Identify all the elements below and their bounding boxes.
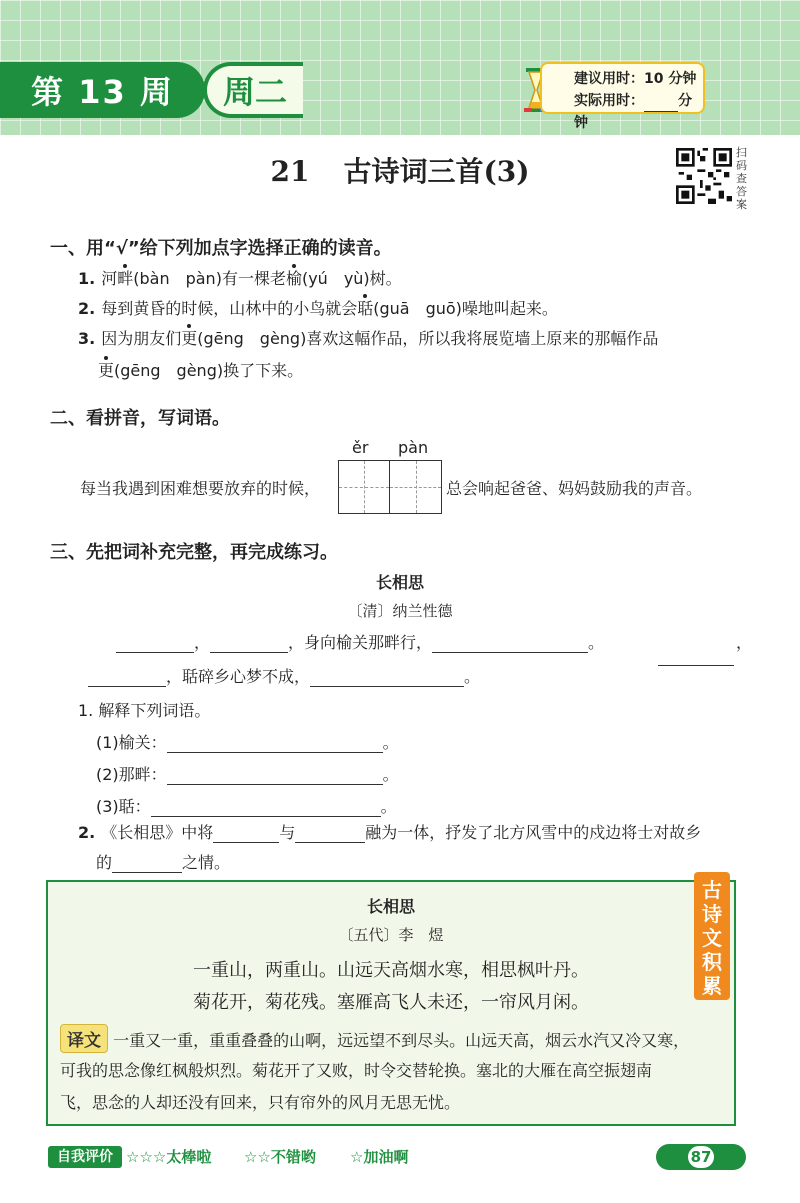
word-2 (96, 762, 399, 785)
answer-blank[interactable] (295, 825, 365, 843)
page-header (0, 0, 800, 135)
section1-heading: 一、用“√”给下列加点字选择正确的读音。 (50, 238, 392, 259)
page-number: 87 (686, 1144, 716, 1170)
eval-fight[interactable] (350, 1146, 408, 1168)
text: 的 (96, 853, 113, 872)
tag-text: 古诗文积累 (702, 878, 722, 998)
acc-poem-author: 〔五代〕李 煜 (338, 926, 444, 944)
actual-time-label: 实际用时： (574, 93, 644, 109)
punct: 。 (382, 765, 399, 784)
poem-line-2 (88, 664, 480, 687)
question-number: 2. (78, 823, 96, 842)
text: 《长相思》中将 (101, 823, 214, 842)
qr-caption-char: 码 (736, 159, 747, 172)
question-1 (78, 266, 402, 289)
sub-question-1: 1. 解释下列词语。 (78, 701, 211, 720)
lesson-name: 古诗词三首(3) (343, 155, 530, 188)
acc-poem-title: 长相思 (366, 897, 415, 916)
sentence-before: 每当我遇到困难想要放弃的时候， (80, 479, 321, 498)
poem-text: ，身向榆关那畔行， (288, 633, 433, 652)
text: 每到黄昏的时候，山林中的小鸟就会 (101, 299, 358, 318)
question-3-cont (98, 358, 303, 381)
acc-poem-line-1: 一重山，两重山。山远天高烟水寒，相思枫叶丹。 (193, 960, 589, 981)
answer-blank[interactable] (112, 855, 182, 873)
dotted-char: 榆 (285, 269, 302, 288)
sub-question-2 (78, 820, 701, 843)
word-1 (96, 730, 399, 753)
star-icon: ☆☆ (244, 1148, 271, 1166)
blank-2[interactable] (210, 635, 288, 653)
pinyin-choice[interactable]: (gēng gèng)换了下来。 (114, 361, 304, 380)
eval-good[interactable] (244, 1146, 316, 1168)
day-label: 周二 (222, 73, 287, 111)
translation-label: 译文 (60, 1024, 108, 1053)
actual-time (574, 90, 697, 134)
poem-author: 〔清〕纳兰性德 (347, 602, 453, 620)
word-label: (2)那畔： (96, 765, 167, 784)
qr-caption-char: 查 (736, 172, 747, 185)
word-3 (96, 794, 397, 817)
sentence-after: 总会响起爸爸、妈妈鼓励我的声音。 (446, 479, 703, 498)
ancient-poem-tag (694, 872, 730, 1000)
lesson-number: 21 (270, 155, 310, 188)
tian-cell[interactable] (338, 460, 390, 514)
text: 之情。 (182, 853, 231, 872)
translation-line-2: 可我的思念像红枫般炽烈。菊花开了又败，时令交替轮换。塞北的大雁在高空振翅南 (60, 1061, 653, 1080)
suggested-time: 建议用时：10 分钟 (574, 71, 697, 87)
text: 融为一体，抒发了北方风雪中的戍边将士对故乡 (365, 823, 702, 842)
tian-grid[interactable] (338, 460, 442, 514)
qr-caption-char: 案 (736, 198, 747, 211)
translation-text: 一重又一重，重重叠叠的山啊，远远望不到尽头。山远天高，烟云水汽又冷又寒， (113, 1031, 690, 1050)
section3-heading: 三、先把词补充完整，再完成练习。 (50, 542, 338, 563)
blank-1[interactable] (116, 635, 194, 653)
answer-blank[interactable] (213, 825, 279, 843)
time-box (540, 62, 705, 131)
week-label: 第 13 周 (31, 73, 174, 111)
qr-caption-char: 答 (736, 185, 747, 198)
punct: 。 (464, 667, 481, 686)
actual-time-blank[interactable] (644, 96, 678, 112)
section2-heading: 二、看拼音，写词语。 (50, 408, 230, 429)
pinyin-choice[interactable]: (yú yù)树。 (301, 269, 402, 288)
qr-caption (736, 146, 750, 211)
dotted-char: 畔 (117, 269, 134, 288)
dotted-char: 更 (98, 361, 115, 380)
pinyin-choice[interactable]: (bàn pàn)有一棵老 (133, 269, 286, 288)
punct: 。 (380, 797, 397, 816)
punct: 。 (588, 633, 605, 652)
question-number: 3. (78, 329, 96, 348)
question-2 (78, 296, 558, 319)
translation-line-1 (60, 1024, 689, 1053)
qr-code-icon[interactable] (676, 148, 732, 204)
week-banner (0, 62, 205, 118)
word-label: (1)榆关： (96, 733, 167, 752)
star-icon: ☆☆☆ (126, 1148, 167, 1166)
word-label: (3)聒： (96, 797, 151, 816)
text: 河 (101, 269, 118, 288)
poem-line-1 (116, 630, 604, 653)
tian-cell[interactable] (390, 460, 442, 514)
day-banner (203, 62, 303, 118)
poem-text: ，聒碎乡心梦不成， (166, 667, 311, 686)
pinyin-er: ěr (352, 438, 369, 457)
question-number: 2. (78, 299, 96, 318)
answer-blank[interactable] (151, 799, 381, 817)
question-number: 1. (78, 269, 96, 288)
qr-caption-char: 扫 (736, 146, 747, 159)
blank-3[interactable] (432, 635, 588, 653)
text: 与 (279, 823, 296, 842)
translation-line-3: 飞，思念的人却还没有回来，只有帘外的风月无思无忧。 (60, 1093, 461, 1112)
answer-blank[interactable] (167, 735, 383, 753)
dotted-char: 聒 (357, 299, 374, 318)
punct: 。 (382, 733, 399, 752)
eval-great[interactable] (126, 1146, 211, 1168)
star-icon: ☆ (350, 1148, 364, 1166)
punct: ， (736, 633, 753, 652)
blank-6[interactable] (310, 669, 464, 687)
eval-good-label: 不错哟 (270, 1148, 316, 1166)
pinyin-choice[interactable]: (guā guō)噪地叫起来。 (373, 299, 558, 318)
dotted-char: 更 (181, 329, 198, 348)
poem-accumulation-box (46, 880, 736, 1126)
eval-fight-label: 加油啊 (363, 1148, 409, 1166)
answer-blank[interactable] (167, 767, 383, 785)
punct: ， (194, 633, 211, 652)
actual-time-unit: 分钟 (574, 93, 692, 131)
eval-great-label: 太棒啦 (166, 1148, 212, 1166)
question-3 (78, 326, 658, 349)
pinyin-pan: pàn (398, 438, 429, 457)
acc-poem-line-2: 菊花开，菊花残。塞雁高飞人未还，一帘风月闲。 (193, 992, 589, 1013)
text: 因为朋友们 (101, 329, 182, 348)
self-eval-label: 自我评价 (48, 1146, 122, 1168)
pinyin-choice[interactable]: (gēng gèng)喜欢这幅作品，所以我将展览墙上原来的那幅作品 (197, 329, 659, 348)
blank-4[interactable] (658, 648, 734, 666)
poem-title: 长相思 (375, 573, 424, 592)
sub-question-2-cont (96, 850, 230, 873)
blank-5[interactable] (88, 669, 166, 687)
